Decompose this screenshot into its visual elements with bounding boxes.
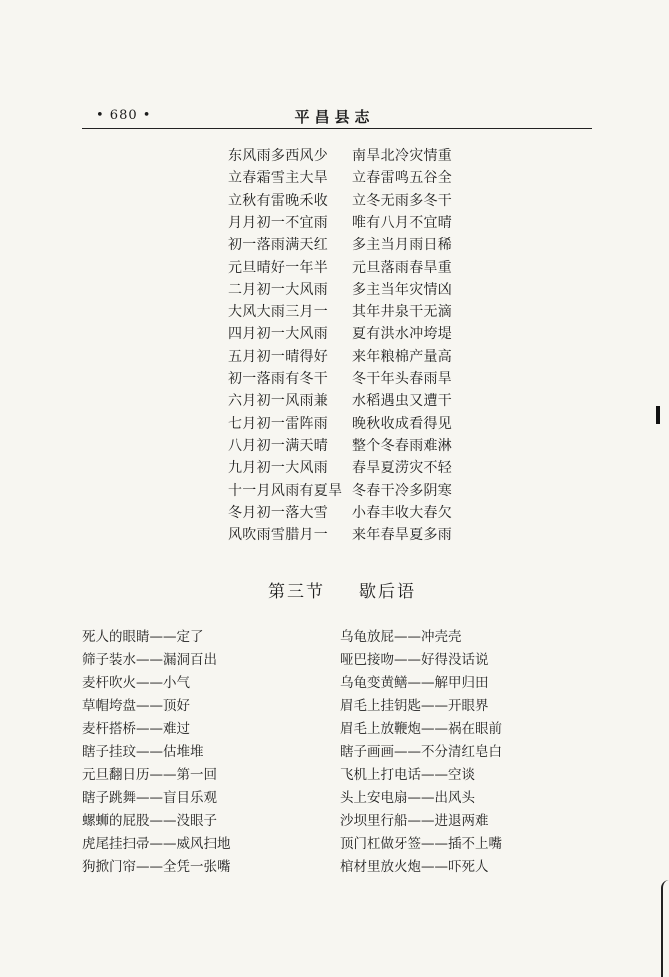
saying-row [0,301,669,325]
saying-right: 其年井泉干无滴 [352,304,453,321]
saying-row [0,145,669,169]
saying-row [0,279,669,303]
xiehouyu-item: 筛子装水——漏洞百出 [82,652,217,668]
saying-row [0,368,669,392]
saying-right: 多主当月雨日稀 [352,237,453,254]
xiehouyu-item: 飞机上打电话——空谈 [340,767,475,783]
xiehouyu-item: 哑巴接吻——好得没话说 [340,652,489,668]
xiehouyu-item: 麦杆搭桥——难过 [82,721,190,737]
running-title: 平昌县志 [294,108,375,126]
saying-left: 立秋有雷晚禾收 [228,192,329,209]
xiehouyu-item: 狗掀门帘——全凭一张嘴 [82,859,231,875]
saying-row [0,323,669,347]
saying-row [0,257,669,281]
saying-left: 东风雨多西风少 [228,148,329,164]
saying-right: 小春丰收大春欠 [352,504,453,521]
section-heading [268,577,416,602]
xiehouyu-item: 乌龟放屁——冲壳壳 [340,629,462,645]
header-rule [82,128,592,129]
section-title: 歇后语 [359,582,416,602]
xiehouyu-item: 乌龟变黄鳝——解甲归田 [340,675,489,691]
xiehouyu-item: 元旦翻日历——第一回 [82,767,217,783]
xiehouyu-item: 螺蛳的屁股——没眼子 [82,813,217,829]
saying-right: 冬干年头春雨旱 [352,371,453,387]
xiehouyu-item: 瞎子挂玟——估堆堆 [82,744,204,760]
xiehouyu-item: 死人的眼睛——定了 [82,629,204,645]
section-number: 第三节 [268,582,325,602]
saying-right: 南旱北冷灾情重 [352,148,453,164]
page-number: • 680 • [96,108,152,123]
saying-left: 八月初一满天晴 [228,437,329,454]
xiehouyu-item: 瞎子跳舞——盲目乐观 [82,790,217,806]
xiehouyu-item: 麦杆吹火——小气 [82,675,190,691]
saying-left: 月月初一不宜雨 [228,214,329,231]
xiehouyu-item: 沙坝里行船——进退两难 [340,813,489,829]
saying-row [0,212,669,236]
xiehouyu-item: 草帽垮盘——顶好 [82,698,190,714]
saying-right: 立冬无雨多冬干 [352,192,453,209]
xiehouyu-item: 虎尾挂扫帚——威风扫地 [82,836,231,852]
saying-right: 整个冬春雨难淋 [352,437,453,454]
saying-right: 水稻遇虫又遭干 [352,393,453,410]
saying-row [0,435,669,459]
xiehouyu-item: 瞎子画画——不分清红皂白 [340,744,502,760]
saying-left: 立春霜雪主大旱 [228,170,329,187]
saying-row [0,390,669,414]
xiehouyu-item: 顶门杠做牙签——插不上嘴 [340,836,502,852]
xiehouyu-item: 眉毛上放鞭炮——祸在眼前 [340,721,502,737]
saying-row [0,480,669,504]
saying-row [0,502,669,526]
saying-right: 春旱夏涝灾不轻 [352,460,453,477]
saying-left: 大风大雨三月一 [228,304,329,321]
saying-right: 来年春旱夏多雨 [352,527,453,544]
saying-left: 五月初一晴得好 [228,348,329,365]
saying-right: 立春雷鸣五谷全 [352,170,453,187]
saying-right: 多主当年灾情凶 [352,281,453,298]
saying-left: 二月初一大风雨 [228,281,329,298]
xiehouyu-item: 棺材里放火炮——吓死人 [340,859,489,875]
saying-left: 六月初一风雨兼 [228,393,329,410]
margin-mark [656,406,660,424]
saying-left: 七月初一雷阵雨 [228,415,329,432]
xiehouyu-item: 头上安电扇——出风头 [340,790,475,806]
saying-left: 初一落雨满天红 [228,237,329,254]
saying-row [0,167,669,191]
saying-left: 十一月风雨有夏旱 [228,482,343,499]
saying-left: 风吹雨雪腊月一 [228,527,329,544]
saying-right: 唯有八月不宜晴 [352,214,453,231]
saying-right: 冬春干冷多阴寒 [352,482,453,499]
saying-left: 冬月初一落大雪 [228,504,329,521]
saying-left: 初一落雨有冬干 [228,371,329,387]
saying-row [0,346,669,370]
saying-row [0,524,669,548]
saying-row [0,413,669,437]
saying-right: 元旦落雨春旱重 [352,259,453,276]
saying-right: 晚秋收成看得见 [352,415,453,432]
xiehouyu-item: 眉毛上挂钥匙——开眼界 [340,698,489,714]
saying-row [0,190,669,214]
saying-row [0,234,669,258]
saying-right: 夏有洪水冲垮堤 [352,326,453,343]
saying-right: 来年粮棉产量高 [352,348,453,365]
saying-left: 九月初一大风雨 [228,460,329,477]
saying-left: 四月初一大风雨 [228,326,329,343]
saying-row [0,457,669,481]
saying-left: 元旦晴好一年半 [228,259,329,276]
page-edge [661,880,669,977]
